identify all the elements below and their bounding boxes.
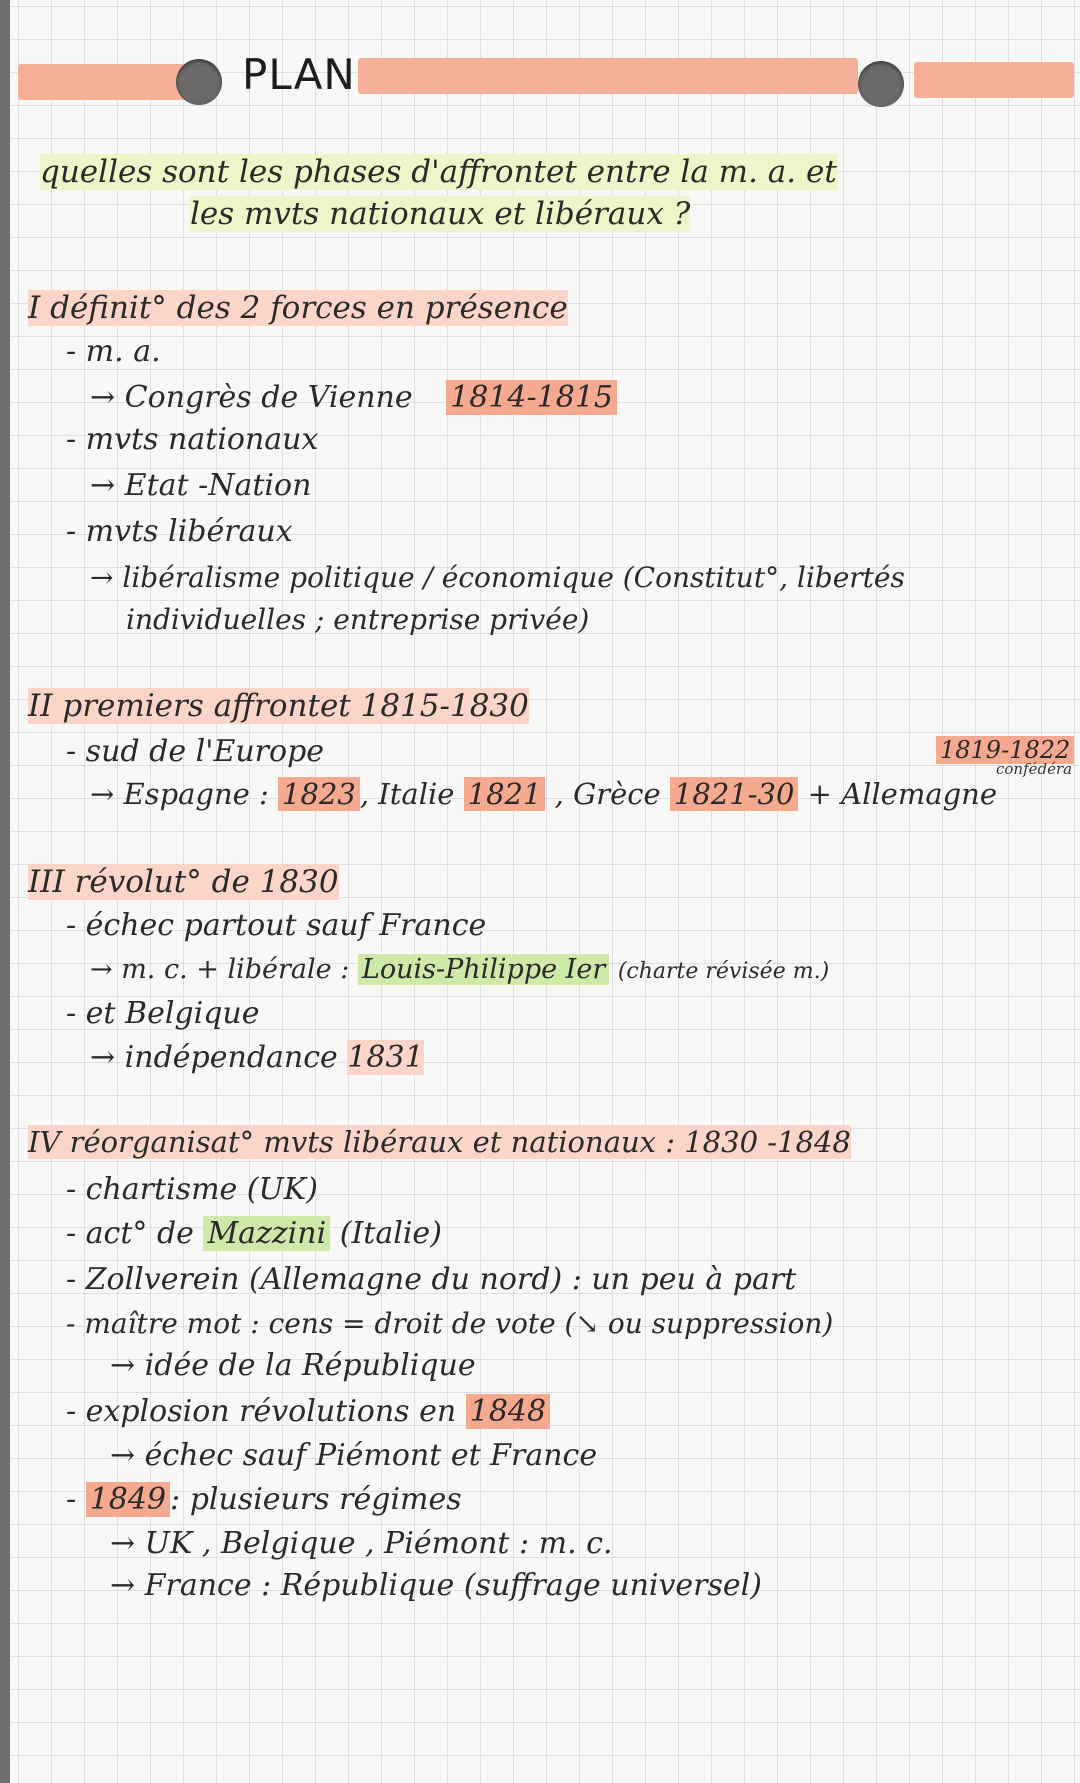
section-2-line-1: - sud de l'Europe (66, 734, 325, 769)
section-4-line-9: → UK , Belgique , Piémont : m. c. (110, 1526, 613, 1561)
section-4-line-4: - maître mot : cens = droit de vote (↘ ou suppression) (66, 1307, 834, 1340)
date-badge: 1819-1822 (936, 736, 1074, 764)
section-4-line-7: → échec sauf Piémont et France (110, 1438, 598, 1473)
question-line-1: quelles sont les phases d'affrontet entre la m. a. et (40, 154, 837, 190)
section-4-line-3: - Zollverein (Allemagne du nord) : un peu à part (66, 1262, 797, 1297)
binder-hole-right (858, 61, 904, 107)
section-4-title: IV réorganisat° mvts libéraux et nationaux : 1830 -1848 (28, 1125, 851, 1159)
section-1-line-2: → Congrès de Vienne 1814-1815 (90, 378, 617, 418)
section-4-line-8: - 1849 : plusieurs régimes (66, 1482, 462, 1517)
section-1-line-6: → libéralisme politique / économique (Constitut°, libertés (90, 561, 905, 594)
binder-hole-left (176, 59, 222, 105)
section-3-line-2: → m. c. + libérale : Louis-Philippe Ier (charte révisée m.) (90, 954, 830, 985)
section-2-note: confédéra (996, 760, 1073, 778)
section-3-line-3: - et Belgique (66, 996, 260, 1031)
date-badge: 1814-1815 (446, 380, 617, 415)
section-4-line-6: - explosion révolutions en 1848 (66, 1392, 550, 1432)
section-3-line-4: → indépendance 1831 (90, 1040, 424, 1075)
date-badge: 1823 (278, 777, 360, 811)
section-1-line-1: - m. a. (66, 334, 161, 369)
section-1-line-4: → Etat -Nation (90, 468, 312, 503)
section-4-line-5: → idée de la République (110, 1348, 476, 1383)
section-1-line-5: - mvts libéraux (66, 514, 293, 549)
date-badge: 1821 (464, 777, 546, 811)
date-badge: 1849 (86, 1482, 170, 1517)
highlight-name: Mazzini (203, 1216, 330, 1251)
date-badge: 1848 (466, 1394, 550, 1429)
section-4-line-10: → France : République (suffrage universel) (110, 1568, 762, 1603)
page-title: PLAN (242, 50, 356, 99)
section-3-line-1: - échec partout sauf France (66, 908, 487, 943)
date-badge: 1831 (347, 1040, 424, 1075)
section-1-title: I définit° des 2 forces en présence (28, 290, 568, 326)
highlight-name: Louis-Philippe Ier (358, 954, 609, 985)
question-line-2: les mvts nationaux et libéraux ? (190, 196, 691, 232)
section-1-line-7: individuelles ; entreprise privée) (126, 603, 590, 636)
date-badge: 1821-30 (670, 777, 799, 811)
section-2-line-2: → Espagne : 1823 , Italie 1821 , Grèce 1821-30 + Allemagne (90, 777, 998, 811)
section-3-title: III révolut° de 1830 (28, 864, 339, 900)
section-4-line-1: - chartisme (UK) (66, 1172, 318, 1207)
header-highlight-middle (358, 58, 858, 94)
section-1-line-3: - mvts nationaux (66, 422, 319, 457)
header-highlight-left (18, 64, 198, 100)
header-highlight-right (914, 62, 1074, 98)
section-2-title: II premiers affrontet 1815-1830 (28, 688, 529, 724)
section-4-line-2: - act° de Mazzini (Italie) (66, 1216, 442, 1251)
notebook-page (10, 0, 1080, 1783)
